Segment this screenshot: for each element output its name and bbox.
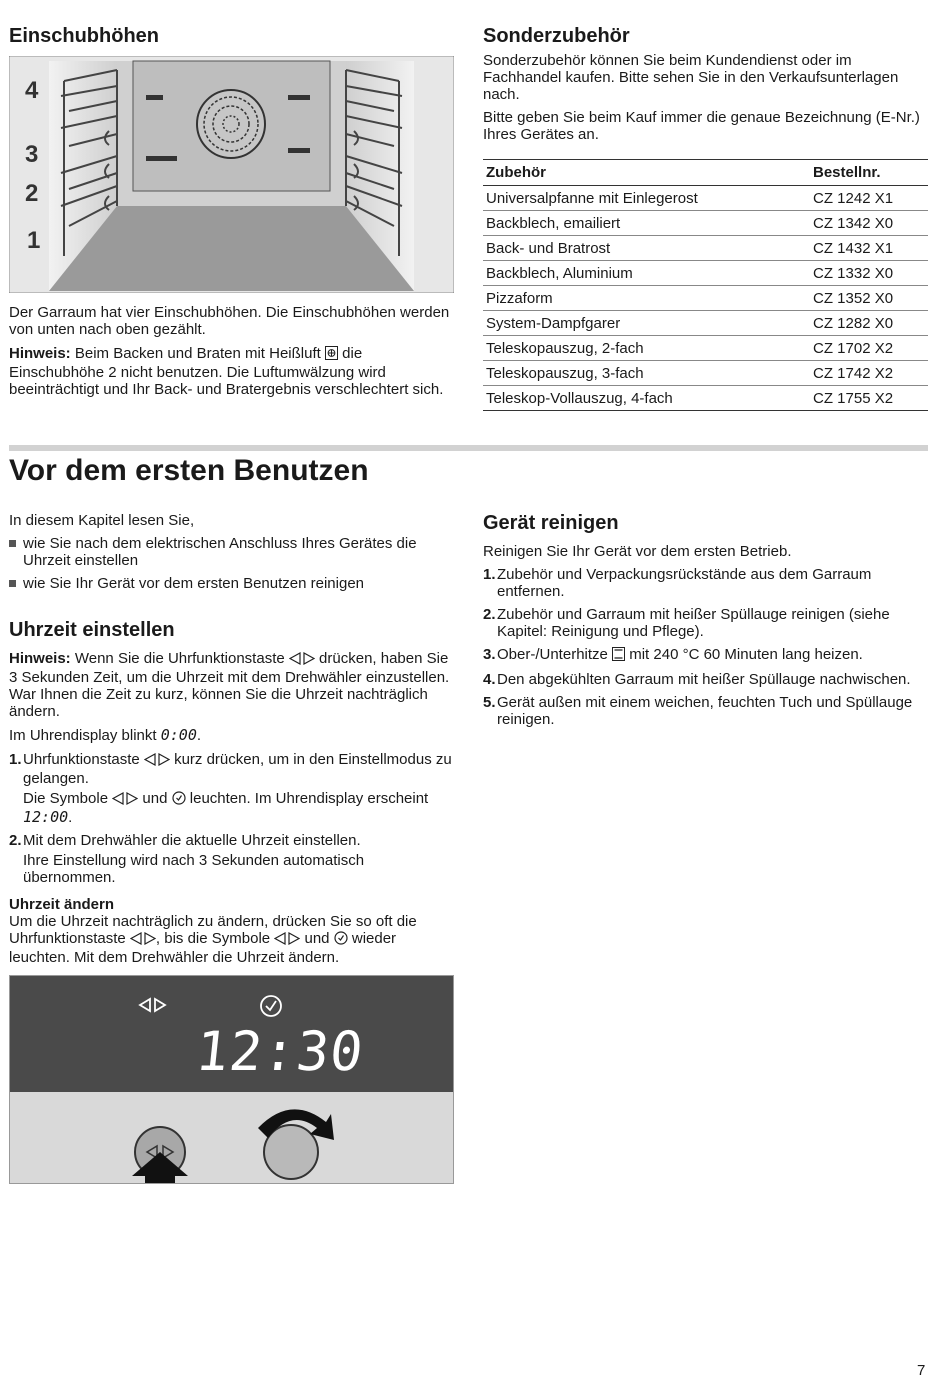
paragraph-sonderzubehoer-2: Bitte geben Sie beim Kauf immer die genaue Bezeichnung (E-Nr.) Ihres Gerätes an.: [483, 109, 920, 143]
chapter-header: [9, 453, 909, 489]
list-item: [9, 832, 454, 886]
level-label-4: 4: [25, 77, 39, 104]
reinigen-lead: Reinigen Sie Ihr Gerät vor dem ersten Betrieb.: [483, 543, 792, 560]
blink-display-value: 0:00: [160, 726, 197, 744]
einschubhoehen-text: [9, 304, 454, 398]
step-number: 5.: [483, 694, 496, 711]
intro-lead: In diesem Kapitel lesen Sie,: [9, 512, 195, 529]
table-row: [483, 211, 928, 236]
clock-function-key-icon: [130, 932, 156, 949]
table-cell-zubehoer: Backblech, Aluminium: [483, 261, 810, 286]
clock-function-key-icon: [112, 792, 138, 809]
table-header-row: [483, 160, 928, 186]
intro-bullet-list: [9, 535, 454, 592]
note-uhrzeit-b: drücken, haben Sie 3 Sekunden Zeit, um die Uhrzeit mit dem Drehwähler einzustellen. War Ihnen die Zeit zu kurz, können Sie die Uhrzeit nachträglich ändern.: [9, 650, 450, 720]
rotary-knob: [264, 1125, 318, 1179]
section-intro: [9, 512, 454, 598]
clock-function-key-icon: [274, 932, 300, 949]
oven-interior-figure: [9, 56, 454, 293]
step-number: 1.: [9, 751, 22, 768]
level-label-3: 3: [25, 141, 39, 168]
step-text: Zubehör und Garraum mit heißer Spüllauge reinigen (siehe Kapitel: Reinigung und Pflege).: [497, 606, 890, 640]
table-cell-zubehoer: System-Dampfgarer: [483, 311, 810, 336]
table-cell-zubehoer: Teleskop-Vollauszug, 4-fach: [483, 386, 810, 411]
step-sub: [23, 790, 454, 826]
heading-uhrzeit-einstellen: Uhrzeit einstellen: [9, 619, 175, 641]
note-label: Hinweis:: [9, 345, 71, 362]
section-sonderzubehoer: [483, 24, 928, 411]
change-text-a: Um die Uhrzeit nachträglich zu ändern, drücken Sie so oft die Uhrfunktionstaste: [9, 913, 417, 947]
step-text: Mit dem Drehwähler die aktuelle Uhrzeit einstellen.: [23, 832, 361, 849]
table-row: [483, 386, 928, 411]
step-number: 4.: [483, 671, 496, 688]
clock-function-key-icon: [140, 999, 165, 1011]
step-number: 2.: [9, 832, 22, 849]
convection-fan-icon: [325, 346, 338, 364]
table-row: [483, 286, 928, 311]
blink-end: .: [196, 727, 202, 744]
table-header-zubehoer: Zubehör: [483, 160, 810, 186]
table-row: [483, 311, 928, 336]
step-number: 3.: [483, 646, 496, 663]
bullet-text: wie Sie nach dem elektrischen Anschluss Ihres Gerätes die Uhrzeit einstellen: [23, 535, 417, 569]
table-cell-bestellnr: CZ 1432 X1: [810, 236, 928, 261]
step-text-a: Ober-/Unterhitze: [497, 646, 608, 663]
accessory-table-body: [483, 186, 928, 411]
list-item: [9, 535, 454, 569]
list-item: [483, 671, 928, 688]
accessory-table: [483, 159, 928, 411]
top-bottom-heat-icon: [612, 647, 625, 665]
heading-uhrzeit-aendern: Uhrzeit ändern: [9, 896, 115, 913]
step-text: Zubehör und Verpackungsrückstände aus dem Garraum entfernen.: [497, 566, 872, 600]
control-panel-figure: [9, 975, 454, 1184]
table-cell-bestellnr: CZ 1282 X0: [810, 311, 928, 336]
step-text-a: Uhrfunktionstaste: [23, 751, 140, 768]
note-uhrzeit-a: Wenn Sie die Uhrfunktionstaste: [74, 650, 285, 667]
list-item: [9, 575, 454, 592]
control-elements: [10, 1092, 453, 1183]
table-cell-zubehoer: Pizzaform: [483, 286, 810, 311]
note-text-b: die Einschubhöhe 2 nicht benutzen. Die Luftumwälzung wird beeinträchtigt und Ihr Back- und Bratergebnis verschlechtert sich.: [9, 345, 444, 398]
blink-line: [9, 727, 454, 744]
list-item: [483, 646, 928, 665]
heading-sonderzubehoer: Sonderzubehör: [483, 25, 630, 47]
reinigen-steps: [483, 566, 928, 728]
step-sub-c: leuchten. Im Uhrendisplay erscheint: [189, 790, 429, 807]
table-cell-zubehoer: Teleskopauszug, 2-fach: [483, 336, 810, 361]
bullet-square-icon: [9, 540, 16, 547]
clock-icon: [172, 791, 186, 809]
display-value-1200: 12:00: [23, 808, 69, 826]
chapter-title: Vor dem ersten Benutzen: [9, 454, 369, 487]
table-cell-bestellnr: CZ 1342 X0: [810, 211, 928, 236]
control-area: [10, 1092, 453, 1183]
note-label: Hinweis:: [9, 650, 71, 667]
step-number: 1.: [483, 566, 496, 583]
step-sub: Ihre Einstellung wird nach 3 Sekunden automatisch übernommen.: [23, 852, 365, 886]
step-text-b: mit 240 °C 60 Minuten lang heizen.: [629, 646, 863, 663]
clock-function-key-icon: [144, 753, 170, 770]
chapter-divider: [9, 445, 928, 451]
bullet-text: wie Sie Ihr Gerät vor dem ersten Benutzen reinigen: [23, 575, 365, 592]
section-uhrzeit: [9, 618, 454, 966]
note-heissluft: [9, 345, 454, 398]
table-cell-bestellnr: CZ 1242 X1: [810, 186, 928, 211]
step-text: Gerät außen mit einem weichen, feuchten Tuch und Spüllauge reinigen.: [497, 694, 913, 728]
step-text: Den abgekühlten Garraum mit heißer Spüllauge nachwischen.: [497, 671, 911, 688]
list-item: [483, 566, 928, 600]
list-item: [483, 694, 928, 728]
uhrzeit-steps: [9, 751, 454, 886]
step-sub-a: Die Symbole: [23, 790, 109, 807]
note-text-a: Beim Backen und Braten mit Heißluft: [74, 345, 321, 362]
clock-icon: [261, 996, 281, 1016]
oven-interior-illustration: [9, 56, 454, 293]
change-text-d: wieder leuchten. Mit dem Drehwähler die Uhrzeit ändern.: [9, 930, 397, 966]
paragraph-uhrzeit-aendern: [9, 913, 454, 966]
heading-geraet-reinigen: Gerät reinigen: [483, 512, 619, 534]
step-sub-end: .: [68, 809, 73, 826]
level-label-2: 2: [25, 180, 39, 207]
section-einschubhoehen: [9, 24, 454, 48]
table-row: [483, 361, 928, 386]
list-item: [9, 751, 454, 826]
table-header-bestellnr: Bestellnr.: [810, 160, 928, 186]
step-text-b: kurz drücken, um in den Einstellmodus zu gelangen.: [23, 751, 452, 787]
step-number: 2.: [483, 606, 496, 623]
table-cell-zubehoer: Back- und Bratrost: [483, 236, 810, 261]
blink-text: Im Uhrendisplay blinkt: [9, 727, 157, 744]
heading-einschubhoehen: Einschubhöhen: [9, 25, 159, 47]
clock-function-key-icon: [289, 652, 315, 669]
step-sub-b: und: [142, 790, 168, 807]
table-cell-bestellnr: CZ 1702 X2: [810, 336, 928, 361]
list-item: [483, 606, 928, 640]
change-text-c: und: [304, 930, 330, 947]
clock-icon: [334, 931, 348, 949]
bullet-square-icon: [9, 580, 16, 587]
note-uhrzeit: [9, 650, 454, 720]
table-row: [483, 186, 928, 211]
table-cell-zubehoer: Teleskopauszug, 3-fach: [483, 361, 810, 386]
table-cell-bestellnr: CZ 1352 X0: [810, 286, 928, 311]
table-row: [483, 261, 928, 286]
table-cell-bestellnr: CZ 1332 X0: [810, 261, 928, 286]
table-cell-bestellnr: CZ 1755 X2: [810, 386, 928, 411]
paragraph-sonderzubehoer-1: Sonderzubehör können Sie beim Kundendienst oder im Fachhandel kaufen. Bitte sehen Sie in den Verkaufsunterlagen nach.: [483, 52, 899, 103]
change-text-b: , bis die Symbole: [155, 930, 271, 947]
table-cell-zubehoer: Universalpfanne mit Einlegerost: [483, 186, 810, 211]
display-time: 12:30: [192, 1020, 367, 1083]
table-row: [483, 236, 928, 261]
section-reinigen: [483, 511, 928, 734]
table-cell-bestellnr: CZ 1742 X2: [810, 361, 928, 386]
table-cell-zubehoer: Backblech, emailiert: [483, 211, 810, 236]
level-label-1: 1: [27, 227, 41, 254]
page-number: 7: [917, 1362, 926, 1379]
paragraph-einschubhoehen: Der Garraum hat vier Einschubhöhen. Die Einschubhöhen werden von unten nach oben gezählt.: [9, 304, 450, 338]
table-row: [483, 336, 928, 361]
display-area: [10, 976, 453, 1092]
